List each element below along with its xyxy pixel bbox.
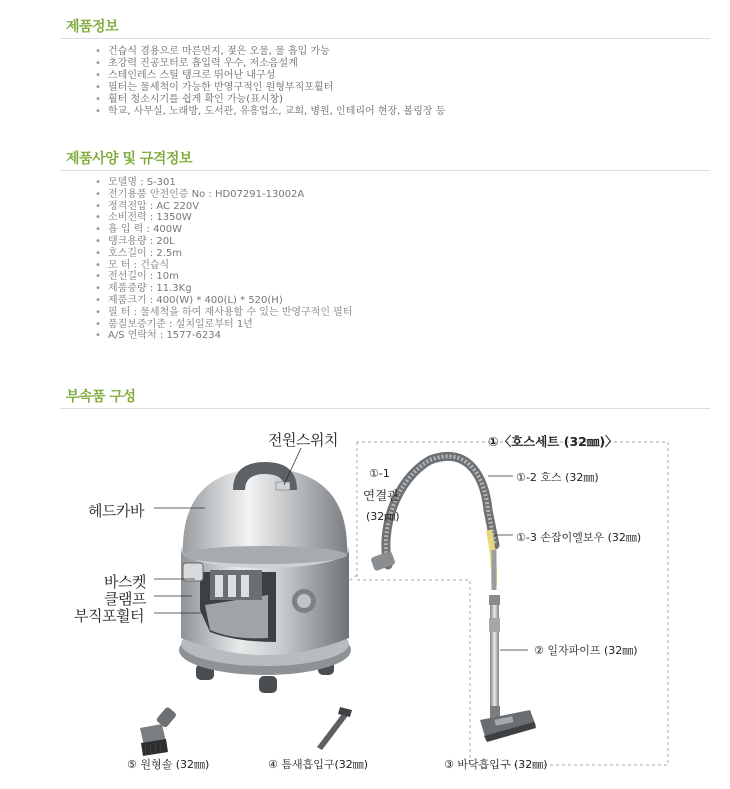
spec-item: • 필 터 : 물세척을 하여 재사용할 수 있는 반영구적인 필터 (95, 307, 353, 319)
spec-item: • 모 터 : 건습식 (95, 260, 353, 272)
filter-label: 부직포휠터 (74, 607, 144, 625)
floor-nozzle-label: ③ 바닥흡입구 (32㎜) (444, 758, 548, 771)
product-info-item: • 학교, 사무실, 노래방, 도서관, 유흥업소, 교회, 병원, 인테리어 현장, 볼링장 등 (95, 106, 445, 118)
elbow-label: ①-3 손잡이엘보우 (32㎜) (516, 531, 642, 544)
connector-number-label: ①-1 (369, 467, 390, 480)
spec-rule (60, 170, 710, 171)
round-brush-label: ⑤ 원형솔 (32㎜) (127, 758, 210, 771)
accessories-diagram (0, 410, 730, 789)
product-info-title: 제품정보 (66, 19, 119, 35)
spec-item: • 소비전력 : 1350W (95, 212, 353, 224)
product-info-item: • 건습식 겸용으로 마른먼지, 젖은 오물, 물 흡입 가능 (95, 46, 445, 58)
hose-label: ①-2 호스 (32㎜) (516, 471, 599, 484)
connector-name-label: 연결관 (363, 488, 400, 503)
spec-item: • 제품중량 : 11.3Kg (95, 283, 353, 295)
spec-item: • 전기용품 안전인증 No : HD07291-13002A (95, 189, 353, 201)
spec-item: • 제품크기 : 400(W) * 400(L) * 520(H) (95, 295, 353, 307)
spec-item: • 품질보증기준 : 설치일로부터 1년 (95, 319, 353, 331)
accessories-rule (60, 408, 710, 409)
product-info-rule (60, 38, 710, 39)
spec-item: • A/S 연락처 : 1577-6234 (95, 330, 353, 342)
product-info-list (95, 46, 445, 119)
product-info-item: • 초강력 진공모터로 흡입력 우수, 저소음설계 (95, 58, 445, 70)
product-info-item: • 필터는 물세척이 가능한 반영구적인 원형부직포휠터 (95, 82, 445, 94)
spec-item: • 호스길이 : 2.5m (95, 248, 353, 260)
connector-size-label: (32㎜) (366, 510, 400, 523)
spec-item: • 흡 입 력 : 400W (95, 224, 353, 236)
spec-item: • 탱크용량 : 20L (95, 236, 353, 248)
clamp-label: 클램프 (104, 590, 146, 608)
spec-list (95, 177, 353, 342)
product-info-item: • 휠터 청소시기를 쉽게 확인 가능(표시창) (95, 94, 445, 106)
vacuum-cleaner-drawing (179, 462, 351, 693)
spec-item: • 정격전압 : AC 220V (95, 201, 353, 213)
hose-set-label: ①〈호스세트 (32㎜)〉 (488, 434, 618, 449)
spec-item: • 모델명 : S-301 (95, 177, 353, 189)
accessories-title: 부속품 구성 (66, 389, 136, 405)
spec-item: • 전선길이 : 10m (95, 271, 353, 283)
round-brush-drawing (140, 706, 177, 756)
crevice-nozzle-label: ④ 틈새흡입구(32㎜) (268, 758, 369, 771)
power-switch-label: 전원스위치 (268, 431, 338, 449)
spec-title: 제품사양 및 규격정보 (66, 151, 192, 167)
product-info-item: • 스테인레스 스틸 탱크로 뛰어난 내구성 (95, 70, 445, 82)
crevice-nozzle-drawing (317, 707, 352, 750)
pipe-label: ② 일자파이프 (32㎜) (534, 644, 638, 657)
basket-label: 바스켓 (104, 573, 146, 591)
head-cover-label: 헤드카바 (88, 502, 144, 520)
pipe-drawing (489, 595, 500, 708)
floor-nozzle-drawing (480, 706, 536, 742)
